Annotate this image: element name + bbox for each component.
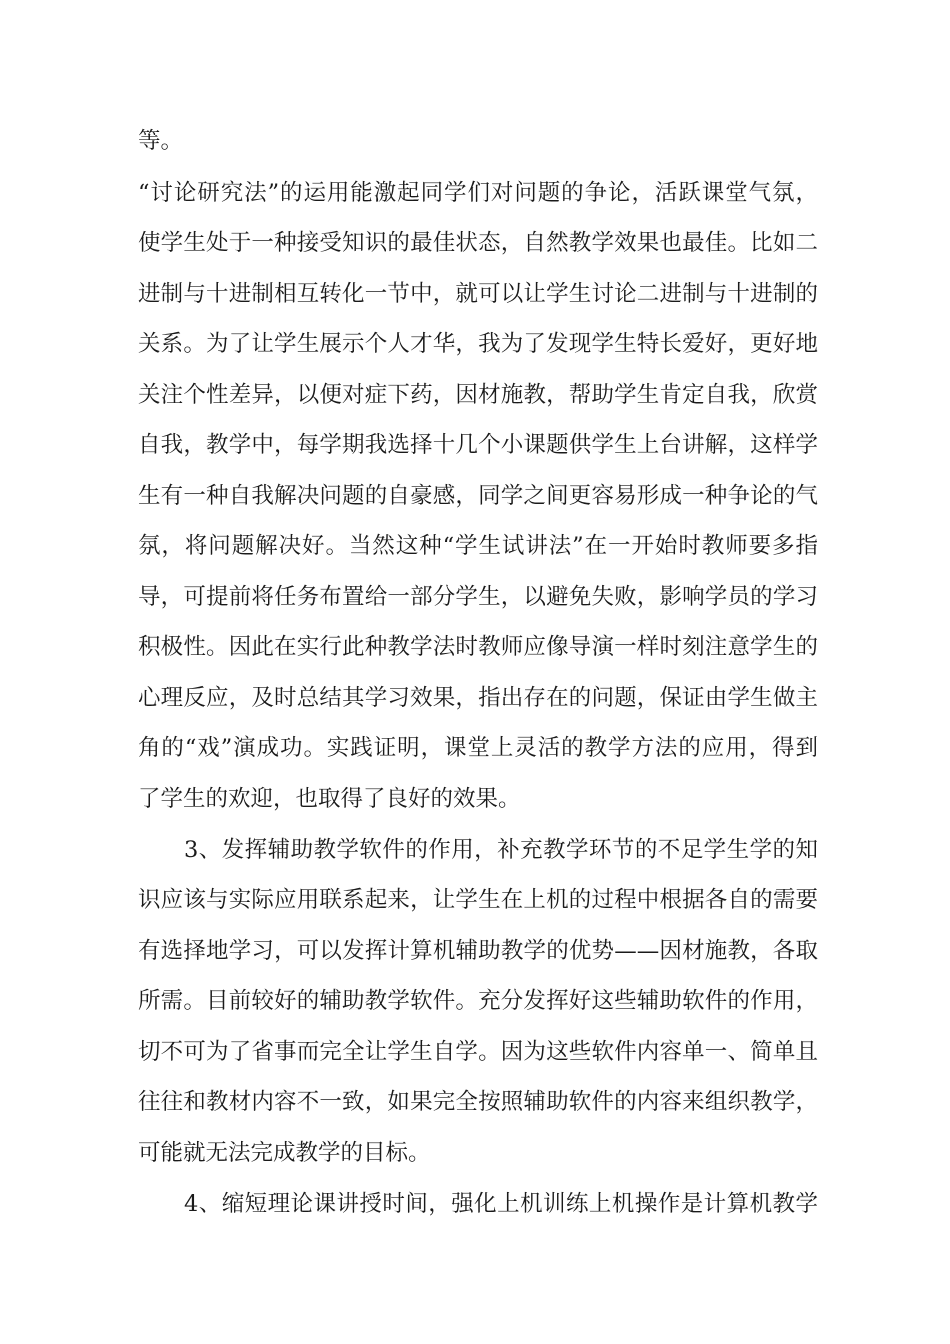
text-line: 往往和教材内容不一致，如果完全按照辅助软件的内容来组织教学， xyxy=(138,1089,818,1115)
text-line: 切不可为了省事而完全让学生自学。因为这些软件内容单一、简单且 xyxy=(138,1039,818,1065)
text-line: “讨论研究法”的运用能激起同学们对问题的争论，活跃课堂气氛， xyxy=(138,180,818,206)
text-line: 4、缩短理论课讲授时间，强化上机训练上机操作是计算机教学 xyxy=(184,1191,818,1217)
text-line: 3、发挥辅助教学软件的作用，补充教学环节的不足学生学的知 xyxy=(184,837,818,863)
text-line: 角的“戏”演成功。实践证明，课堂上灵活的教学方法的应用，得到 xyxy=(138,735,818,761)
text-line: 心理反应，及时总结其学习效果，指出存在的问题，保证由学生做主 xyxy=(138,685,818,711)
text-line: 进制与十进制相互转化一节中，就可以让学生讨论二进制与十进制的 xyxy=(138,281,818,307)
text-line: 导，可提前将任务布置给一部分学生，以避免失败，影响学员的学习 xyxy=(138,584,818,610)
text-line: 了学生的欢迎，也取得了良好的效果。 xyxy=(138,786,521,812)
text-line: 识应该与实际应用联系起来，让学生在上机的过程中根据各自的需要 xyxy=(138,887,818,913)
text-line: 自我，教学中，每学期我选择十几个小课题供学生上台讲解，这样学 xyxy=(138,432,818,458)
text-line: 关系。为了让学生展示个人才华，我为了发现学生特长爱好，更好地 xyxy=(138,331,818,357)
text-line: 有选择地学习，可以发挥计算机辅助教学的优势——因材施教，各取 xyxy=(138,938,818,964)
text-line: 生有一种自我解决问题的自豪感，同学之间更容易形成一种争论的气 xyxy=(138,483,818,509)
text-line: 可能就无法完成教学的目标。 xyxy=(138,1140,431,1166)
text-line: 所需。目前较好的辅助教学软件。充分发挥好这些辅助软件的作用， xyxy=(138,988,818,1014)
text-line: 氛，将问题解决好。当然这种“学生试讲法”在一开始时教师要多指 xyxy=(138,533,818,559)
text-line: 等。 xyxy=(138,128,184,154)
text-line: 关注个性差异，以便对症下药，因材施教，帮助学生肯定自我，欣赏 xyxy=(138,382,818,408)
text-line: 积极性。因此在实行此种教学法时教师应像导演一样时刻注意学生的 xyxy=(138,634,818,660)
text-line: 使学生处于一种接受知识的最佳状态，自然教学效果也最佳。比如二 xyxy=(138,230,818,256)
